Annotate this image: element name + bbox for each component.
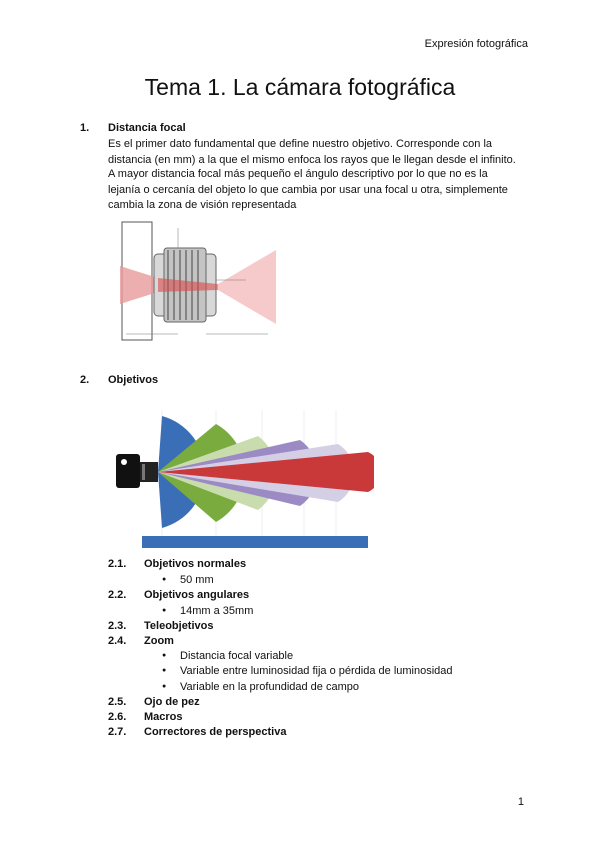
subsection-2-3-title: Teleobjetivos (144, 620, 214, 632)
page-number: 1 (517, 796, 524, 808)
subsection-2-3 (108, 620, 508, 632)
page-header: Expresión fotográfica (424, 38, 528, 50)
section-1-paragraph-2 (108, 167, 528, 214)
bullet-item: ● 14mm a 35mm (164, 605, 253, 617)
section-1-paragraph-1 (108, 137, 528, 168)
subsection-2-2-title: Objetivos angulares (144, 589, 250, 601)
section-1-p1-line-1: Es el primer dato fundamental que define nuestro objetivo. Corresponde con la (108, 138, 493, 150)
subsection-2-7-title: Correctores de perspectiva (144, 726, 287, 738)
subsection-2-4-number: 2.4. (108, 635, 127, 647)
subsection-2-6-title: Macros (144, 711, 183, 723)
subsection-2-1-number: 2.1. (108, 558, 127, 570)
page-title: Tema 1. La cámara fotográfica (144, 74, 456, 100)
subsection-2-7-number: 2.7. (108, 726, 127, 738)
subsection-2-3-number: 2.3. (108, 620, 127, 632)
section-1-p2-line-2: lejanía o cercanía del objeto lo que cambia por usar una focal u otra, simplemente (108, 183, 508, 196)
subsection-2-5-number: 2.5. (108, 696, 127, 708)
section-1-number: 1. (80, 122, 90, 134)
bullet-item: ● Variable en la profundidad de campo (164, 681, 359, 693)
subsection-2-2-number: 2.2. (108, 589, 127, 601)
bullet-item: ● Variable entre luminosidad fija o pérdida de luminosidad (164, 665, 453, 677)
subsection-2-6-number: 2.6. (108, 711, 127, 723)
section-1-p1-line-2: distancia (en mm) a la que el mismo enfoca los rayos que le llegan desde el infinito. (108, 153, 516, 166)
subsection-2-5 (108, 696, 508, 708)
subsection-2-2 (108, 589, 508, 601)
bullet-item: ● 50 mm (164, 574, 214, 586)
section-2-number: 2. (80, 374, 90, 386)
section-1-p2-line-3: cambia la zona de visión representada (108, 199, 297, 211)
subsection-2-6 (108, 711, 508, 723)
section-1-p2-line-1: A mayor distancia focal más pequeño el ángulo descriptivo por lo que no es la (108, 168, 488, 180)
subsection-2-1-title: Objetivos normales (144, 558, 247, 570)
subsection-2-7 (108, 726, 508, 738)
subsection-2-4 (108, 635, 508, 647)
section-1-title: Distancia focal (108, 122, 186, 134)
field-of-view-diagram (112, 410, 374, 550)
subsection-2-1 (108, 558, 508, 570)
subsection-2-4-title: Zoom (144, 635, 174, 647)
section-2-title: Objetivos (108, 374, 159, 386)
subsection-2-5-title: Ojo de pez (144, 696, 200, 708)
focal-distance-diagram (118, 218, 278, 344)
bullet-item: ● Distancia focal variable (164, 650, 293, 662)
